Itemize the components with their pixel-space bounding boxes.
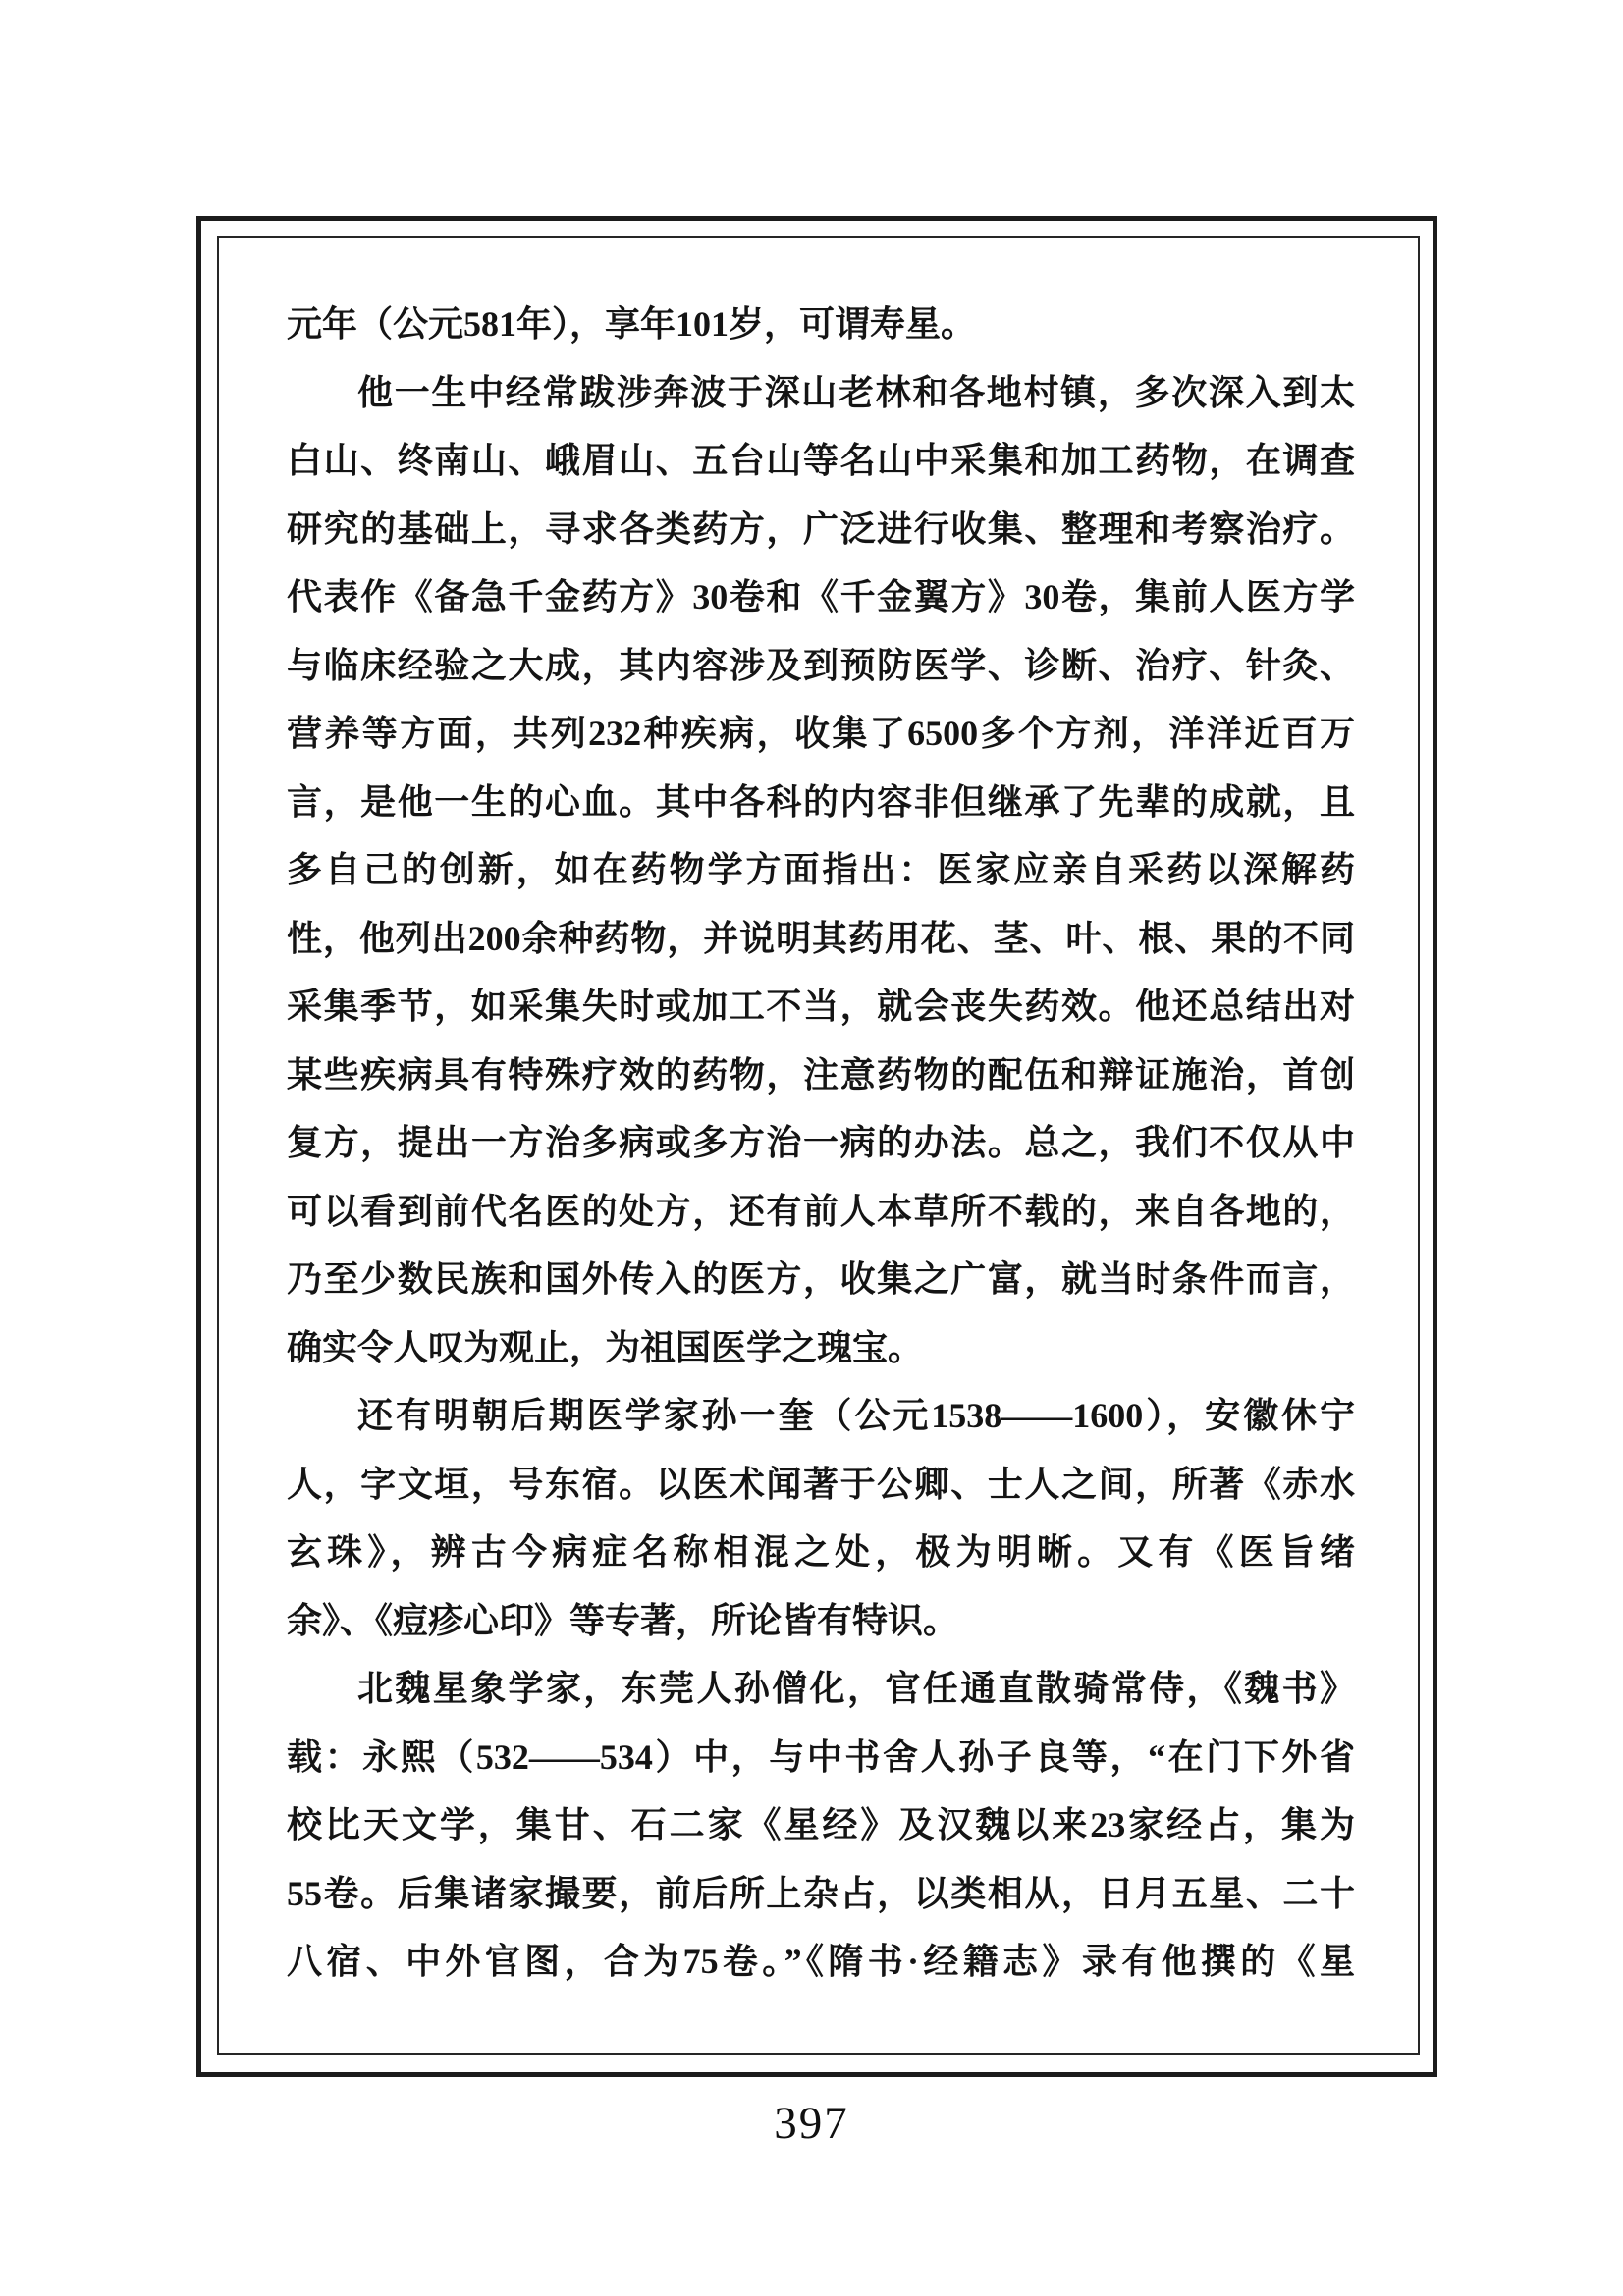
text-line: 55卷。后集诸家撮要，前后所上杂占，以类相从，日月五星、二十 xyxy=(287,1873,1355,1913)
text-line: 校比天文学，集甘、石二家《星经》及汉魏以来23家经占，集为 xyxy=(287,1805,1355,1844)
text-line: 北魏星象学家，东莞人孙僧化，官任通直散骑常侍，《魏书》 xyxy=(357,1669,1355,1708)
text-line: 某些疾病具有特殊疗效的药物，注意药物的配伍和辩证施治，首创 xyxy=(287,1054,1355,1095)
text-line: 采集季节，如采集失时或加工不当，就会丧失药效。他还总结出对 xyxy=(287,987,1355,1026)
text-line: 还有明朝后期医学家孙一奎（公元1538——1600），安徽休宁 xyxy=(357,1396,1355,1435)
text-line: 人，字文垣，号东宿。以医术闻著于公卿、士人之间，所著《赤水 xyxy=(287,1464,1355,1504)
text-line: 营养等方面，共列232种疾病，收集了6500多个方剂，洋洋近百万 xyxy=(287,714,1355,753)
text-line: 余》、《痘疹心印》等专著，所论皆有特识。 xyxy=(287,1600,959,1640)
text-line: 乃至少数民族和国外传入的医方，收集之广富，就当时条件而言， xyxy=(287,1259,1355,1299)
page-number: 397 xyxy=(774,2098,849,2149)
text-line: 白山、终南山、峨眉山、五台山等名山中采集和加工药物，在调查 xyxy=(287,441,1355,480)
text-line: 代表作《备急千金药方》30卷和《千金翼方》30卷，集前人医方学 xyxy=(287,577,1355,616)
text-line: 研究的基础上，寻求各类药方，广泛进行收集、整理和考察治疗。 xyxy=(287,508,1355,549)
text-line: 言，是他一生的心血。其中各科的内容非但继承了先辈的成就，且 xyxy=(287,781,1355,822)
text-line: 玄珠》，辨古今病症名称相混之处，极为明晰。又有《医旨绪 xyxy=(287,1532,1355,1572)
text-line: 八宿、中外官图，合为75卷。”《隋书·经籍志》录有他撰的《星 xyxy=(287,1942,1355,1981)
text-line: 与临床经验之大成，其内容涉及到预防医学、诊断、治疗、针灸、 xyxy=(287,645,1355,685)
text-line: 载：永熙（532——534）中，与中书舍人孙子良等，“在门下外省 xyxy=(287,1736,1355,1777)
text-line: 多自己的创新，如在药物学方面指出：医家应亲自采药以深解药 xyxy=(287,850,1355,889)
text-line: 元年（公元581年），享年101岁，可谓寿星。 xyxy=(287,304,977,344)
text-line: 他一生中经常跋涉奔波于深山老林和各地村镇，多次深入到太 xyxy=(357,372,1355,412)
text-line: 可以看到前代名医的处方，还有前人本草所不载的，来自各地的， xyxy=(287,1191,1355,1231)
text-line: 确实令人叹为观止，为祖国医学之瑰宝。 xyxy=(287,1327,924,1367)
text-line: 性，他列出200余种药物，并说明其药用花、茎、叶、根、果的不同 xyxy=(287,918,1355,958)
text-line: 复方，提出一方治多病或多方治一病的办法。总之，我们不仅从中 xyxy=(287,1123,1355,1162)
body-text xyxy=(287,291,1355,1997)
